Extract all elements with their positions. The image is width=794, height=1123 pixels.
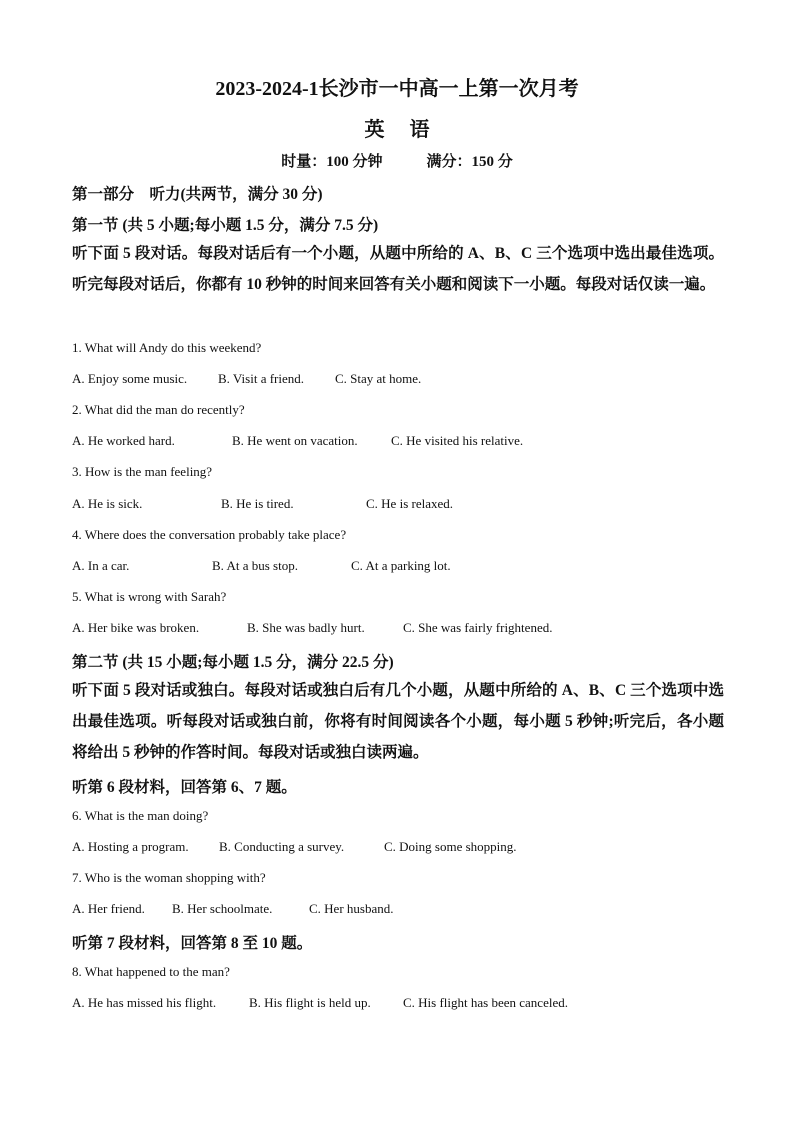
section2-instructions: 听下面 5 段对话或独白。每段对话或独白后有几个小题，从题中所给的 A、B、C 三个选项中选出最佳选项。听每段对话或独白前，你将有时间阅读各个小题，每小题 5 秒钟;听完后，各小题将给出 5 秒钟的作答时间。每段对话或独白读两遍。 [72,682,724,761]
option-7b: B. Her schoolmate. [172,901,273,916]
option-3c: C. He is relaxed. [366,496,454,511]
option-1c: C. Stay at home. [335,371,422,386]
option-7a: A. Her friend. [72,901,145,916]
option-5a: A. Her bike was broken. [72,620,200,635]
option-2b: B. He went on vacation. [232,433,358,448]
question-2: 2. What did the man do recently? [72,402,245,417]
option-8a: A. He has missed his flight. [72,995,217,1010]
option-6b: B. Conducting a survey. [219,839,345,854]
exam-meta [0,150,794,171]
section1-heading: 第一节 (共 5 小题;每小题 1.5 分，满分 7.5 分) [72,217,379,234]
option-4b: B. At a bus stop. [212,558,298,573]
option-8b: B. His flight is held up. [249,995,371,1010]
question-7: 7. Who is the woman shopping with? [72,870,266,885]
option-6c: C. Doing some shopping. [384,839,517,854]
option-8c: C. His flight has been canceled. [403,995,568,1010]
question-3: 3. How is the man feeling? [72,464,213,479]
option-4a: A. In a car. [72,558,130,573]
question-6: 6. What is the man doing? [72,808,209,823]
question-5: 5. What is wrong with Sarah? [72,589,227,604]
option-2c: C. He visited his relative. [391,433,524,448]
exam-title: 2023-2024-1长沙市一中高一上第一次月考 [215,78,579,100]
full-score: 满分：150 分 [426,154,513,170]
option-2a: A. He worked hard. [72,433,175,448]
material-7-heading: 听第 7 段材料，回答第 8 至 10 题。 [72,935,313,952]
option-3b: B. He is tired. [221,496,294,511]
question-8: 8. What happened to the man? [72,964,230,979]
question-4: 4. Where does the conversation probably take place? [72,527,347,542]
option-6a: A. Hosting a program. [72,839,189,854]
option-3a: A. He is sick. [72,496,143,511]
option-4c: C. At a parking lot. [351,558,451,573]
option-1a: A. Enjoy some music. [72,371,188,386]
option-1b: B. Visit a friend. [218,371,304,386]
subject-title: 英 语 [364,119,430,141]
material-6-heading: 听第 6 段材料，回答第 6、7 题。 [72,779,297,796]
option-5b: B. She was badly hurt. [247,620,365,635]
option-5c: C. She was fairly frightened. [403,620,553,635]
question-1: 1. What will Andy do this weekend? [72,340,262,355]
option-7c: C. Her husband. [309,901,394,916]
section1-instructions: 听下面 5 段对话。每段对话后有一个小题，从题中所给的 A、B、C 三个选项中选出最佳选项。听完每段对话后，你都有 10 秒钟的时间来回答有关小题和阅读下一小题。每段对话仅读一遍。 [72,245,724,293]
time-limit: 时量：100 分钟 [281,154,383,170]
section2-heading: 第二节 (共 15 小题;每小题 1.5 分，满分 22.5 分) [72,654,394,671]
part1-heading: 第一部分 听力(共两节，满分 30 分) [72,186,323,203]
